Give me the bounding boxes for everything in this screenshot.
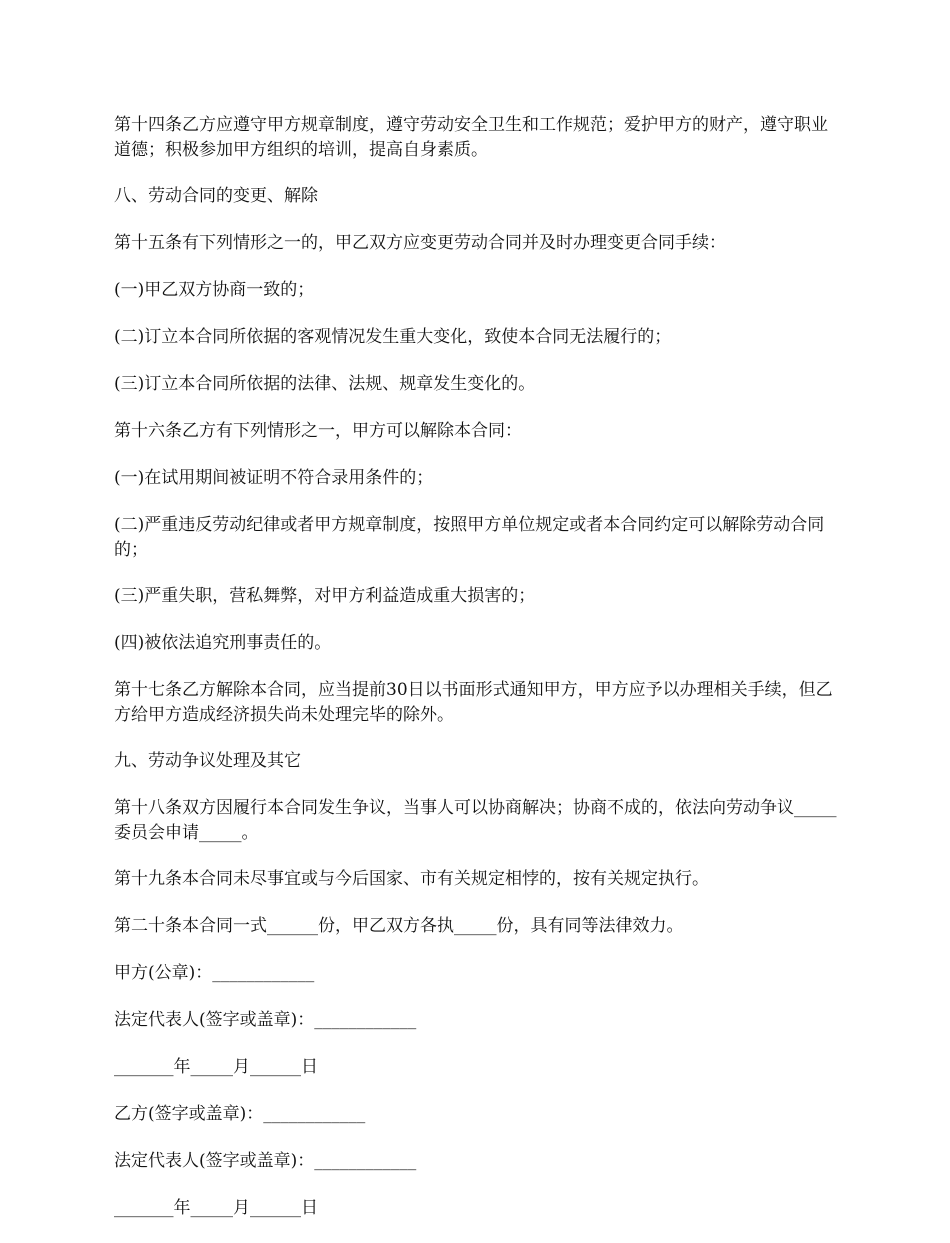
article-15-item-2: (二)订立本合同所依据的客观情况发生重大变化，致使本合同无法履行的；: [114, 327, 672, 347]
article-20: 第二十条本合同一式______份，甲乙双方各执_____份，具有同等法律效力。: [114, 916, 684, 936]
article-16: 第十六条乙方有下列情形之一，甲方可以解除本合同：: [114, 421, 522, 441]
party-b-representative-line: 法定代表人(签字或盖章)：____________: [114, 1151, 417, 1171]
article-18: 第十八条双方因履行本合同发生争议，当事人可以协商解决；协商不成的，依法向劳动争议_____委员会申请_____。: [114, 798, 837, 843]
document-body: [114, 113, 840, 1243]
article-16-item-3: (三)严重失职，营私舞弊，对甲方利益造成重大损害的；: [114, 586, 536, 606]
party-a-seal-line: 甲方(公章)：____________: [114, 963, 315, 983]
article-16-item-4: (四)被依法追究刑事责任的。: [114, 633, 332, 653]
party-a-date-line: _______年_____月______日: [114, 1057, 318, 1077]
party-a-representative-line: 法定代表人(签字或盖章)：____________: [114, 1010, 417, 1030]
article-15: 第十五条有下列情形之一的，甲乙双方应变更劳动合同并及时办理变更合同手续：: [114, 233, 726, 253]
article-19: 第十九条本合同未尽事宜或与今后国家、市有关规定相悖的，按有关规定执行。: [114, 869, 709, 889]
party-b-signature-line: 乙方(签字或盖章)：____________: [114, 1104, 366, 1124]
article-15-item-3: (三)订立本合同所依据的法律、法规、规章发生变化的。: [114, 374, 536, 394]
section-8-heading: 八、劳动合同的变更、解除: [114, 186, 318, 206]
article-15-item-1: (一)甲乙双方协商一致的；: [114, 280, 315, 300]
article-14: 第十四条乙方应遵守甲方规章制度，遵守劳动安全卫生和工作规范；爱护甲方的财产，遵守职业道德；积极参加甲方组织的培训，提高自身素质。: [114, 115, 828, 160]
article-16-item-2: (二)严重违反劳动纪律或者甲方规章制度，按照甲方单位规定或者本合同约定可以解除劳动合同的；: [114, 515, 825, 560]
article-17: 第十七条乙方解除本合同，应当提前30日以书面形式通知甲方，甲方应予以办理相关手续，但乙方给甲方造成经济损失尚未处理完毕的除外。: [114, 680, 833, 725]
party-b-date-line: _______年_____月______日: [114, 1198, 318, 1218]
section-9-heading: 九、劳动争议处理及其它: [114, 751, 301, 771]
article-16-item-1: (一)在试用期间被证明不符合录用条件的；: [114, 468, 434, 488]
